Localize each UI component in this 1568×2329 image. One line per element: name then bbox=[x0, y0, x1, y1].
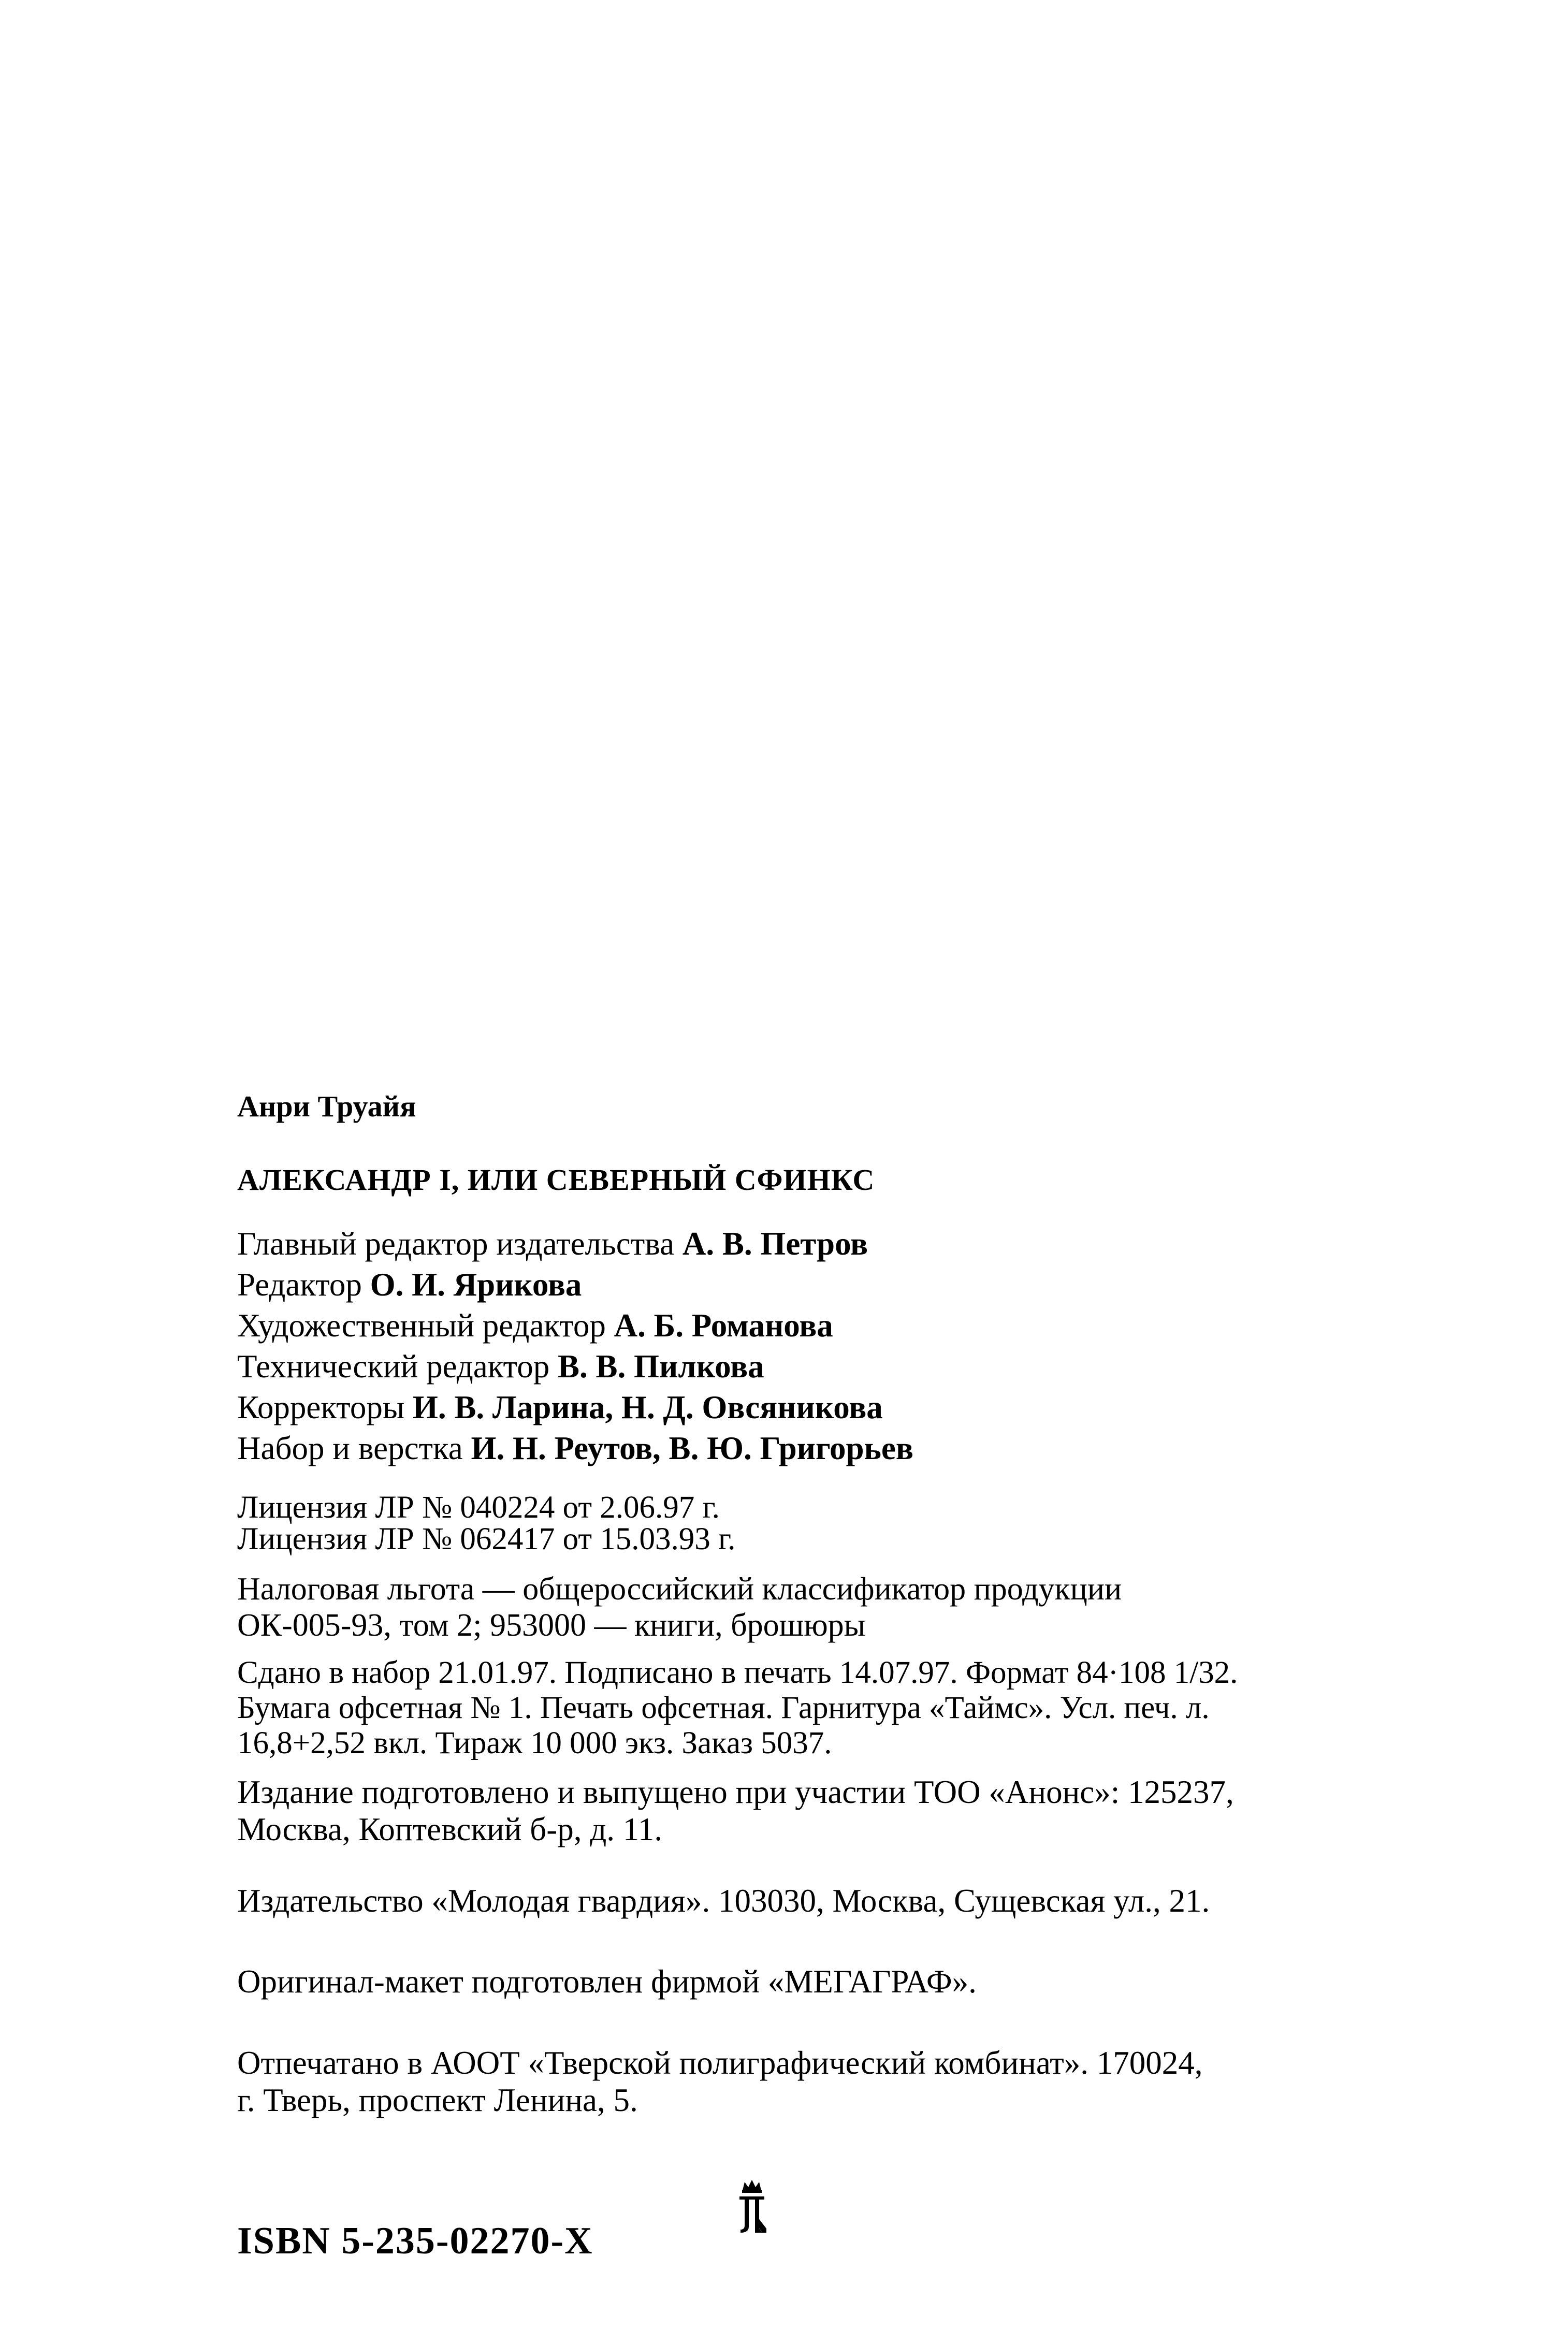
credit-name: О. И. Ярикова bbox=[370, 1267, 582, 1303]
credit-line bbox=[237, 1387, 1356, 1428]
isbn: ISBN 5-235-02270-X bbox=[237, 2220, 593, 2262]
credit-name: И. В. Ларина, Н. Д. Овсяникова bbox=[412, 1389, 883, 1425]
printing-details-line: 16,8+2,52 вкл. Тираж 10 000 экз. Заказ 5037. bbox=[237, 1726, 832, 1760]
printing-details-block bbox=[237, 1655, 1356, 1761]
credit-name: В. В. Пилкова bbox=[558, 1348, 764, 1385]
credit-role: Технический редактор bbox=[237, 1348, 550, 1385]
credit-role: Редактор bbox=[237, 1267, 362, 1303]
license-block bbox=[237, 1492, 1356, 1555]
printed-at-line: Отпечатано в АООТ «Тверской полиграфический комбинат». 170024, bbox=[237, 2045, 1203, 2081]
book-title: АЛЕКСАНДР I, ИЛИ СЕВЕРНЫЙ СФИНКС bbox=[237, 1163, 875, 1197]
credit-name: А. В. Петров bbox=[682, 1226, 868, 1262]
layout-credit: Оригинал-макет подготовлен фирмой «МЕГАГРАФ». bbox=[237, 1963, 977, 2000]
crowned-monogram-icon bbox=[735, 2179, 768, 2236]
credit-role: Корректоры bbox=[237, 1389, 405, 1425]
tax-benefit-block bbox=[237, 1571, 1356, 1643]
credit-line bbox=[237, 1428, 1356, 1469]
credit-role: Набор и верстка bbox=[237, 1430, 463, 1466]
credit-role: Художественный редактор bbox=[237, 1307, 606, 1344]
credit-line bbox=[237, 1224, 1356, 1264]
prepared-by-block bbox=[237, 1773, 1356, 1848]
printing-details-line: Бумага офсетная № 1. Печать офсетная. Гарнитура «Таймс». Усл. печ. л. bbox=[237, 1691, 1210, 1725]
credits-list bbox=[237, 1224, 1356, 1469]
printing-details-line: Сдано в набор 21.01.97. Подписано в печать 14.07.97. Формат 84·108 1/32. bbox=[237, 1655, 1238, 1690]
printed-at-line: г. Тверь, проспект Ленина, 5. bbox=[237, 2082, 638, 2118]
printed-at-block bbox=[237, 2044, 1356, 2119]
credit-line bbox=[237, 1264, 1356, 1305]
license-line: Лицензия ЛР № 062417 от 15.03.93 г. bbox=[237, 1522, 736, 1556]
author-name: Анри Труайя bbox=[237, 1089, 416, 1123]
credit-line bbox=[237, 1305, 1356, 1346]
publisher-address: Издательство «Молодая гвардия». 103030, Москва, Сущевская ул., 21. bbox=[237, 1883, 1210, 1919]
prepared-by-line: Издание подготовлено и выпущено при участии ТОО «Анонс»: 125237, bbox=[237, 1774, 1234, 1810]
credit-role: Главный редактор издательства bbox=[237, 1226, 675, 1262]
prepared-by-line: Москва, Коптевский б-р, д. 11. bbox=[237, 1811, 663, 1847]
license-line: Лицензия ЛР № 040224 от 2.06.97 г. bbox=[237, 1490, 720, 1525]
credit-name: И. Н. Реутов, В. Ю. Григорьев bbox=[471, 1430, 913, 1466]
tax-benefit-line: ОК-005-93, том 2; 953000 — книги, брошюры bbox=[237, 1608, 866, 1643]
credit-name: А. Б. Романова bbox=[614, 1307, 833, 1344]
tax-benefit-line: Налоговая льгота — общероссийский классификатор продукции bbox=[237, 1571, 1122, 1607]
credit-line bbox=[237, 1346, 1356, 1387]
